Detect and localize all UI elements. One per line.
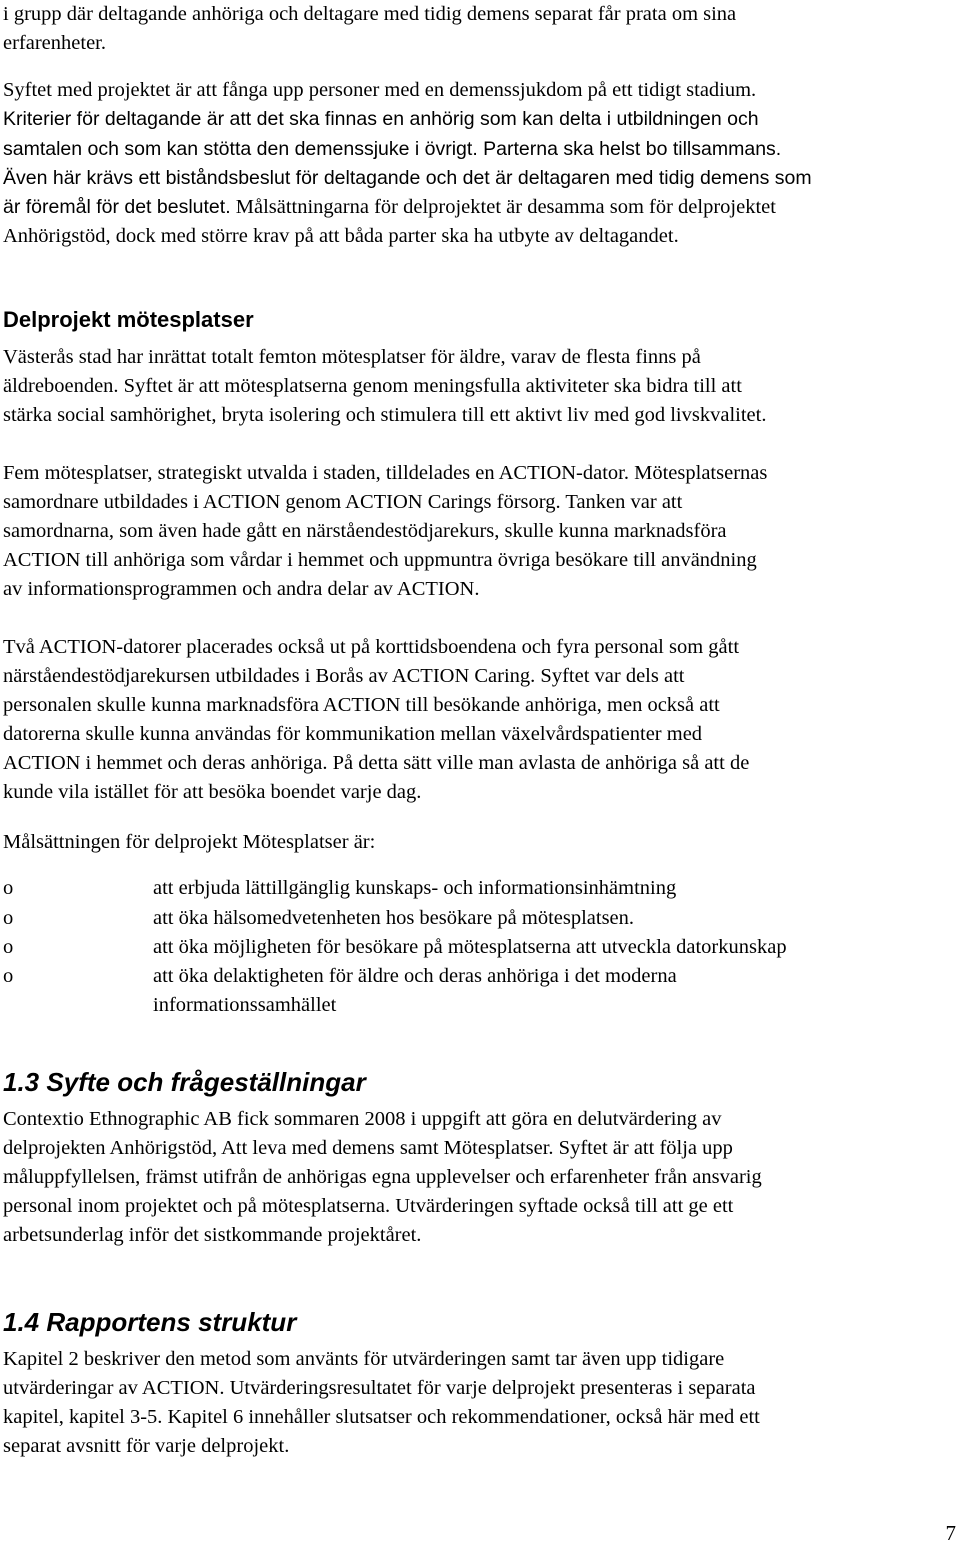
- motesplatser-p2-line-4: ACTION till anhöriga som vårdar i hemmet och uppmuntra övriga besökare till användning: [3, 549, 757, 571]
- section-1-4-heading: [3, 1305, 296, 1339]
- section-1-4-line-3: kapitel, kapitel 3-5. Kapitel 6 innehåller slutsatser och rekommendationer, också här med ett: [3, 1406, 760, 1428]
- syfte-line-3: samtalen och som kan stötta den demenssjuke i övrigt. Parterna ska helst bo tillsammans.: [3, 138, 782, 160]
- goal-item-1: att erbjuda lättillgänglig kunskaps- och informationsinhämtning: [153, 877, 677, 899]
- syfte-line-2: Kriterier för deltagande är att det ska finnas en anhörig som kan delta i utbildningen och: [3, 108, 759, 130]
- bullet-marker: o: [3, 936, 14, 958]
- section-1-3-heading: [3, 1065, 366, 1099]
- bullet-marker: o: [3, 965, 14, 987]
- section-1-3-line-4: personal inom projektet och på mötesplatserna. Utvärderingen syftade också till att ge ett: [3, 1195, 734, 1217]
- syfte-line-5-serif: Målsättningarna för delprojektet är desamma som för delprojektet: [230, 196, 776, 218]
- section-1-3-title: Syfte och frågeställningar: [46, 1067, 366, 1097]
- section-1-3-number: 1.3: [3, 1067, 40, 1097]
- goal-item-4-continued: informationssamhället: [153, 994, 337, 1016]
- motesplatser-p3-line-6: kunde vila istället för att besöka boendet varje dag.: [3, 781, 422, 803]
- syfte-line-1: Syftet med projektet är att fånga upp personer med en demenssjukdom på ett tidigt stadium.: [3, 79, 757, 101]
- goal-item-4: att öka delaktigheten för äldre och deras anhöriga i det moderna: [153, 965, 677, 987]
- motesplatser-p3-line-5: ACTION i hemmet och deras anhöriga. På detta sätt ville man avlasta de anhöriga så att de: [3, 752, 750, 774]
- syfte-line-5: [3, 193, 776, 222]
- syfte-line-4: Även här krävs ett biståndsbeslut för deltagande och det är deltagaren med tidig demens som: [3, 167, 812, 189]
- motesplatser-p2-line-3: samordnarna, som även hade gått en närståendestödjarekurs, skulle kunna marknadsföra: [3, 520, 727, 542]
- section-1-3-line-3: måluppfyllelsen, främst utifrån de anhörigas egna upplevelser och erfarenheter från ansvarig: [3, 1166, 762, 1188]
- section-1-3-line-1: Contextio Ethnographic AB fick sommaren 2008 i uppgift att göra en delutvärdering av: [3, 1108, 722, 1130]
- section-1-3-line-2: delprojekten Anhörigstöd, Att leva med demens samt Mötesplatser. Syftet är att följa upp: [3, 1137, 733, 1159]
- syfte-line-5-sans: är föremål för det beslutet.: [3, 196, 231, 218]
- motesplatser-p2-line-1: Fem mötesplatser, strategiskt utvalda i staden, tilldelades en ACTION-dator. Mötesplatsernas: [3, 462, 768, 484]
- motesplatser-heading: Delprojekt mötesplatser: [3, 307, 254, 332]
- goals-intro: Målsättningen för delprojekt Mötesplatser är:: [3, 831, 376, 853]
- section-1-4-line-2: utvärderingar av ACTION. Utvärderingsresultatet för varje delprojekt presenteras i separata: [3, 1377, 756, 1399]
- intro-line-2: erfarenheter.: [3, 32, 106, 54]
- bullet-marker: o: [3, 907, 14, 929]
- motesplatser-p2-line-2: samordnare utbildades i ACTION genom ACTION Carings försorg. Tanken var att: [3, 491, 683, 513]
- goal-item-2: att öka hälsomedvetenheten hos besökare på mötesplatsen.: [153, 907, 635, 929]
- goal-item-3: att öka möjligheten för besökare på mötesplatserna att utveckla datorkunskap: [153, 936, 787, 958]
- motesplatser-p1-line-1: Västerås stad har inrättat totalt femton mötesplatser för äldre, varav de flesta finns på: [3, 346, 701, 368]
- motesplatser-p3-line-3: personalen skulle kunna marknadsföra ACTION till besökande anhöriga, men också att: [3, 694, 720, 716]
- page-number: 7: [945, 1521, 956, 1545]
- motesplatser-p2-line-5: av informationsprogrammen och andra delar av ACTION.: [3, 578, 480, 600]
- motesplatser-p3-line-1: Två ACTION-datorer placerades också ut på korttidsboendena och fyra personal som gått: [3, 636, 740, 658]
- syfte-line-6: Anhörigstöd, dock med större krav på att båda parter ska ha utbyte av deltagandet.: [3, 225, 679, 247]
- bullet-marker: o: [3, 877, 14, 899]
- section-1-3-line-5: arbetsunderlag inför det sistkommande projektåret.: [3, 1224, 422, 1246]
- section-1-4-number: 1.4: [3, 1307, 40, 1337]
- motesplatser-p3-line-4: datorerna skulle kunna användas för kommunikation mellan växelvårdspatienter med: [3, 723, 703, 745]
- motesplatser-p3-line-2: närståendestödjarekursen utbildades i Borås av ACTION Caring. Syftet var dels att: [3, 665, 685, 687]
- section-1-4-line-1: Kapitel 2 beskriver den metod som använts för utvärderingen samt tar även upp tidigare: [3, 1348, 725, 1370]
- section-1-4-line-4: separat avsnitt för varje delprojekt.: [3, 1435, 290, 1457]
- section-1-4-title: Rapportens struktur: [46, 1307, 297, 1337]
- motesplatser-p1-line-3: stärka social samhörighet, bryta isolering och stimulera till ett aktivt liv med god livskvalitet.: [3, 404, 767, 426]
- intro-line-1: i grupp där deltagande anhöriga och deltagare med tidig demens separat får prata om sina: [3, 3, 737, 25]
- motesplatser-p1-line-2: äldreboenden. Syftet är att mötesplatserna genom meningsfulla aktiviteter ska bidra till att: [3, 375, 742, 397]
